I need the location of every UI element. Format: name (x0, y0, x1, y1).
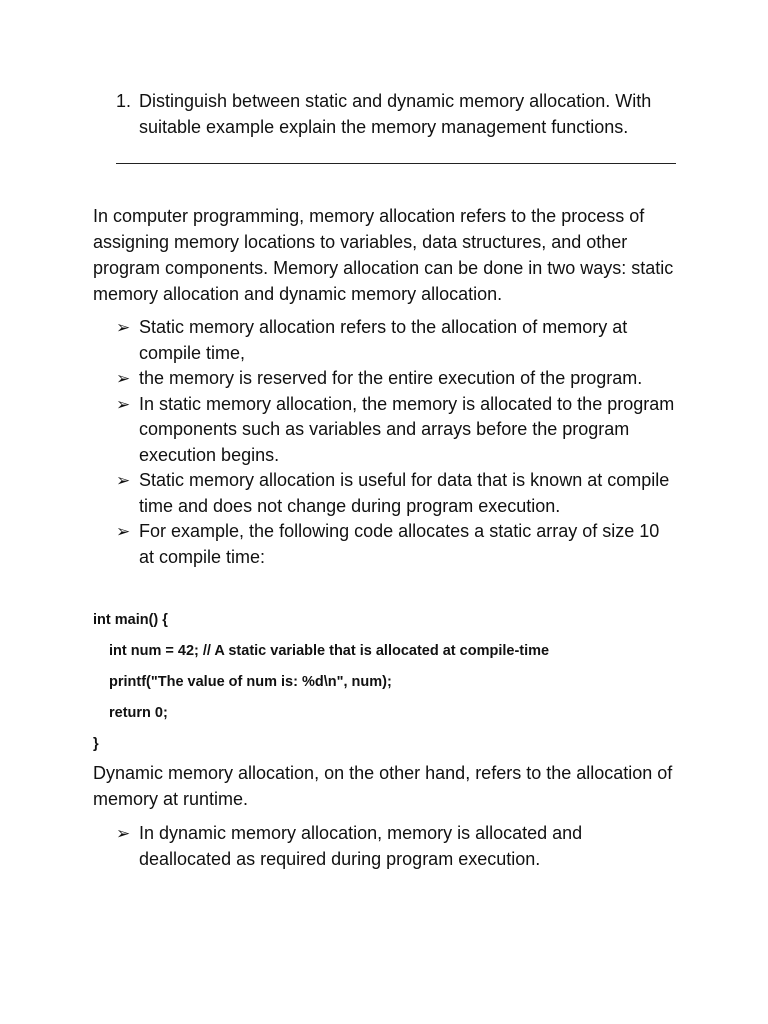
bullet-text: Static memory allocation refers to the allocation of memory at compile time, (139, 317, 628, 363)
arrow-bullet-icon: ➢ (116, 471, 131, 490)
question-text: Distinguish between static and dynamic memory allocation. With suitable example explain the memory management functions. (139, 91, 652, 137)
code-example (93, 605, 713, 760)
bullet-item (116, 315, 676, 366)
dynamic-allocation-paragraph: Dynamic memory allocation, on the other hand, refers to the allocation of memory at runtime. (93, 763, 673, 809)
code-line: return 0; (109, 705, 168, 721)
bullet-text: In static memory allocation, the memory is allocated to the program components such as variables and arrays before the program execution begins. (139, 393, 675, 465)
question-item (116, 88, 676, 140)
bullet-item (116, 392, 676, 469)
code-line: printf("The value of num is: %d\n", num); (109, 674, 392, 690)
code-line: } (93, 736, 99, 752)
bullet-item (116, 468, 676, 519)
dynamic-allocation-bullets (116, 821, 676, 872)
arrow-bullet-icon: ➢ (116, 394, 131, 414)
intro-paragraph: In computer programming, memory allocation refers to the process of assigning memory locations to variables, data structures, and other program components. Memory allocation can be done in two ways: static memory allocation and dynamic memory allocation. (93, 206, 674, 304)
code-line: int num = 42; // A static variable that is allocated at compile-time (109, 643, 550, 659)
question-underline (116, 163, 676, 164)
bullet-text: Static memory allocation is useful for data that is known at compile time and does not change during program execution. (139, 470, 670, 516)
bullet-item (116, 821, 676, 872)
bullet-text: the memory is reserved for the entire execution of the program. (139, 368, 643, 388)
arrow-bullet-icon: ➢ (116, 318, 131, 337)
question-number: 1. (116, 91, 132, 111)
bullet-item (116, 366, 676, 392)
arrow-bullet-icon: ➢ (116, 824, 131, 843)
bullet-text: For example, the following code allocates a static array of size 10 at compile time: (139, 521, 660, 567)
code-line: int main() { (93, 612, 168, 628)
bullet-text: In dynamic memory allocation, memory is allocated and deallocated as required during program execution. (139, 823, 583, 869)
arrow-bullet-icon: ➢ (116, 369, 131, 388)
arrow-bullet-icon: ➢ (116, 522, 131, 541)
static-allocation-bullets (116, 315, 676, 570)
bullet-item (116, 519, 676, 570)
